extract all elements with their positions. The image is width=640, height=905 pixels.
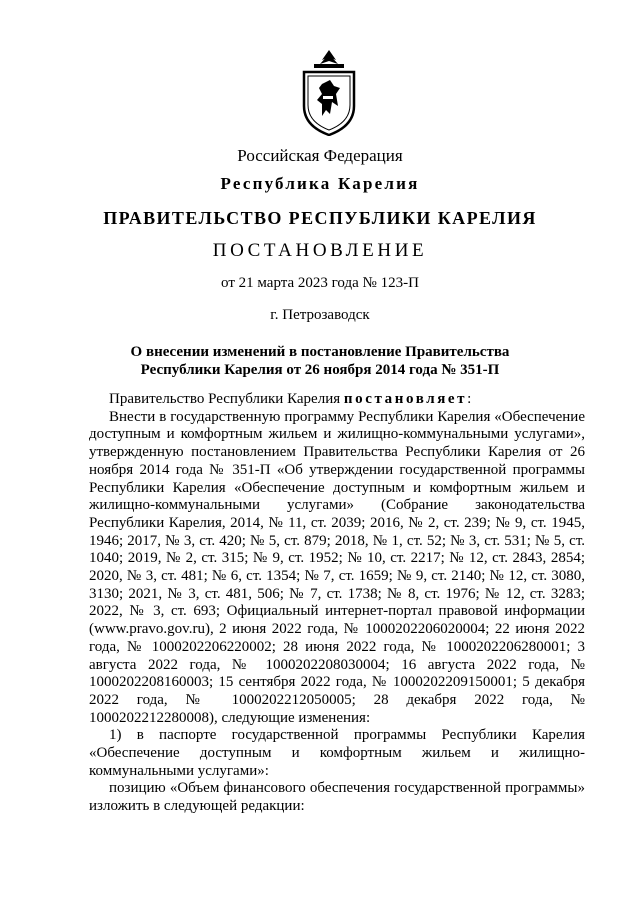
intro-suffix: : xyxy=(467,391,472,407)
document-body xyxy=(89,391,585,816)
paragraph-1: Внести в государственную программу Республики Карелия «Обеспечение доступным и комфортным жильем и жилищно-коммунальными услугами», утвержденную постановлением Правительства Республики Карелия от 26 ноября 2014 года № 351-П «Об утверждении государственной программы Республики Карелия «Обеспечение доступным и комфортным жильем и жилищно-коммунальными услугами» (Собрание законодательства Республики Карелия, 2014, № 11, ст. 2039; 2016, № 2, ст. 239; № 9, ст. 1945, 1946; 2017, № 3, ст. 420; № 5, ст. 879; 2018, № 1, ст. 52; № 3, ст. 531; № 5, ст. 1040; 2019, № 2, ст. 315; № 9, ст. 1952; № 10, ст. 2217; № 12, ст. 2843, 2854; 2020, № 3, ст. 481; № 6, ст. 1354; № 7, ст. 1659; № 9, ст. 2140; № 12, ст. 3080, 3130; 2021, № 3, ст. 481, 506; № 7, ст. 1738; № 8, ст. 1976; № 12, ст. 3283; 2022, № 3, ст. 693; Официальный интернет-портал правовой информации (www.pravo.gov.ru), 2 июня 2022 года, № 1000202206020004; 22 июня 2022 года, № 1000202206220002; 28 июня 2022 года, № 1000202206280001; 3 августа 2022 года, № 1000202208030004; 16 августа 2022 года, № 1000202208160003; 15 сентября 2022 года, № 1000202209150001; 5 декабря 2022 года, № 1000202212050005; 28 декабря 2022 года, № 1000202212280008), следующие изменения: xyxy=(89,408,585,726)
country-name: Российская Федерация xyxy=(237,146,403,165)
document-date-number: от 21 марта 2023 года № 123-П xyxy=(221,275,419,291)
republic-name: Республика Карелия xyxy=(220,174,420,193)
intro-prefix: Правительство Республики Карелия xyxy=(109,391,341,407)
intro-verb: постановляет xyxy=(343,391,468,407)
subject-line-2: Республики Карелия от 26 ноября 2014 года № 351-П xyxy=(140,362,500,378)
document-city: г. Петрозаводск xyxy=(270,307,370,323)
paragraph-2: 1) в паспорте государственной программы Республики Карелия «Обеспечение доступным и комфортным жильем и жилищно-коммунальными услугами»: xyxy=(89,727,585,779)
document-type: ПОСТАНОВЛЕНИЕ xyxy=(212,240,428,261)
subject-line-1: О внесении изменений в постановление Правительства xyxy=(130,344,510,360)
government-title: ПРАВИТЕЛЬСТВО РЕСПУБЛИКИ КАРЕЛИЯ xyxy=(103,208,537,228)
intro-paragraph xyxy=(89,391,585,409)
coat-of-arms-emblem xyxy=(300,50,358,136)
paragraph-3: позицию «Объем финансового обеспечения государственной программы» изложить в следующей редакции: xyxy=(89,780,585,815)
